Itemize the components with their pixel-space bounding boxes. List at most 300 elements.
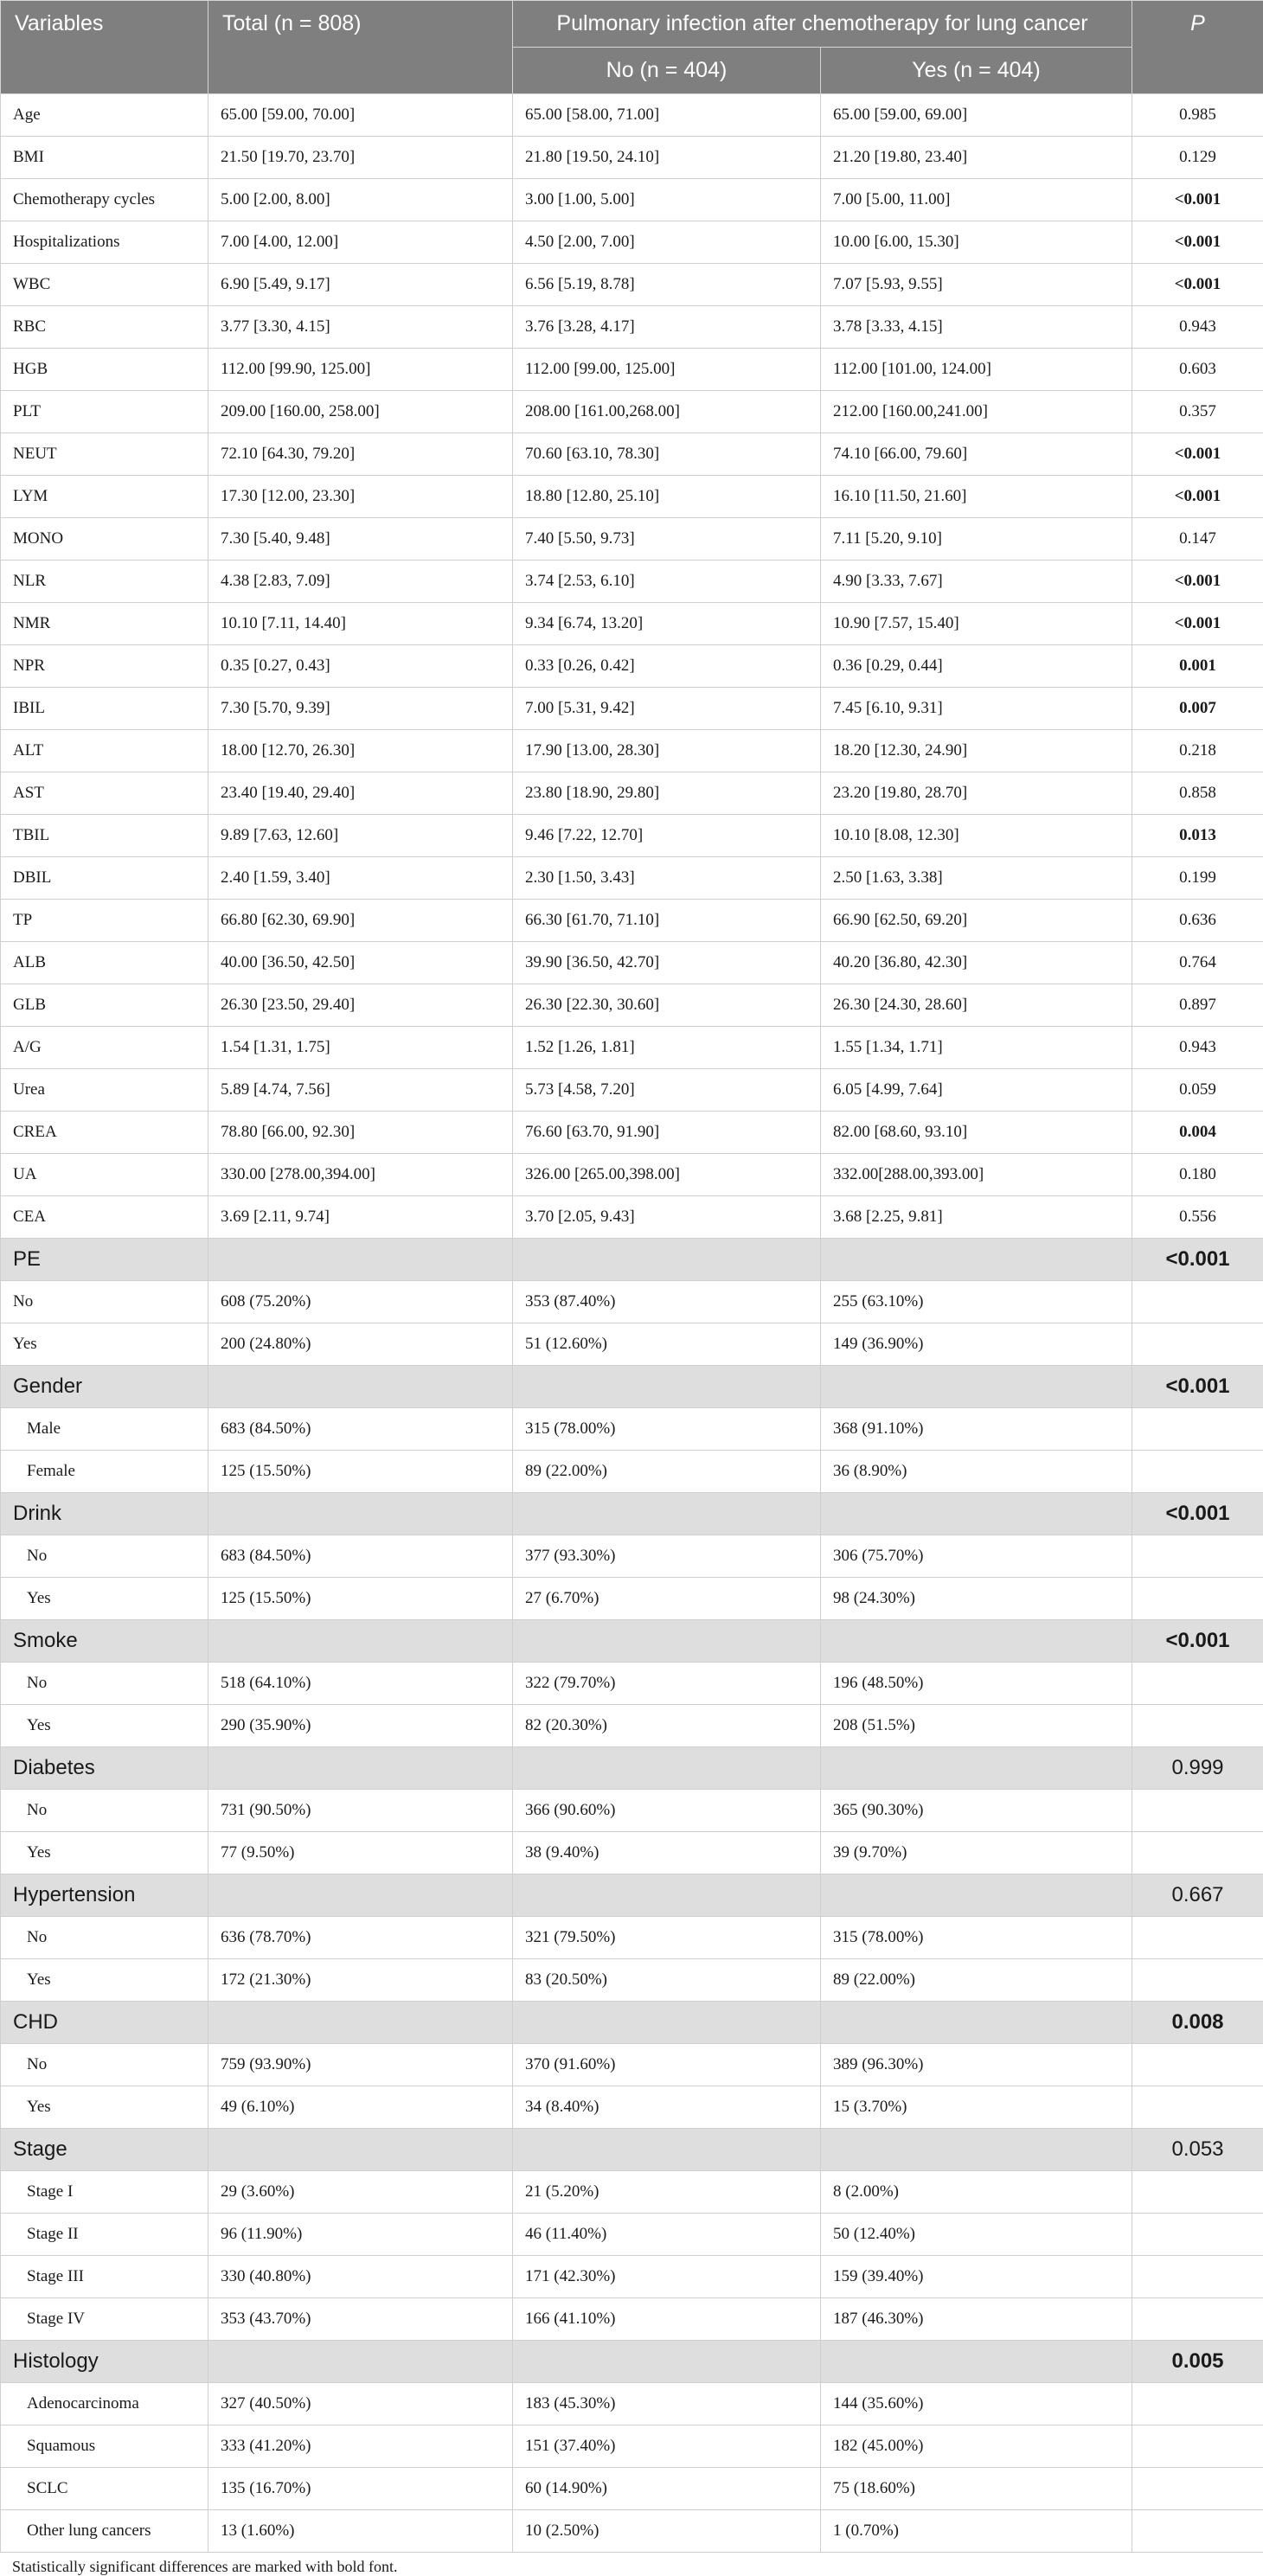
table-row	[1, 815, 1263, 857]
total-cell: 72.10 [64.30, 79.20]	[208, 433, 513, 476]
table-row	[1, 1451, 1263, 1493]
p-value-cell: 0.667	[1132, 1874, 1263, 1917]
row-label: Stage IV	[1, 2298, 208, 2341]
row-label: MONO	[1, 518, 208, 561]
no-cell: 370 (91.60%)	[513, 2044, 821, 2086]
yes-cell: 389 (96.30%)	[821, 2044, 1132, 2086]
p-value-cell: 0.999	[1132, 1747, 1263, 1790]
row-label: No	[1, 1281, 208, 1323]
p-value-cell: 0.603	[1132, 349, 1263, 391]
total-cell	[208, 1239, 513, 1281]
total-cell: 65.00 [59.00, 70.00]	[208, 94, 513, 137]
yes-cell: 74.10 [66.00, 79.60]	[821, 433, 1132, 476]
total-cell: 330 (40.80%)	[208, 2256, 513, 2298]
yes-cell: 10.00 [6.00, 15.30]	[821, 221, 1132, 264]
no-cell: 76.60 [63.70, 91.90]	[513, 1112, 821, 1154]
row-label: Hospitalizations	[1, 221, 208, 264]
row-label: HGB	[1, 349, 208, 391]
p-value-cell	[1132, 2510, 1263, 2553]
total-cell: 7.30 [5.40, 9.48]	[208, 518, 513, 561]
total-cell: 172 (21.30%)	[208, 1959, 513, 2002]
table-row	[1, 561, 1263, 603]
no-cell: 51 (12.60%)	[513, 1323, 821, 1366]
yes-cell: 159 (39.40%)	[821, 2256, 1132, 2298]
p-value-cell	[1132, 1663, 1263, 1705]
table-row	[1, 1535, 1263, 1578]
p-value-cell: 0.897	[1132, 984, 1263, 1027]
table-row	[1, 2171, 1263, 2214]
total-cell: 3.69 [2.11, 9.74]	[208, 1196, 513, 1239]
table-row	[1, 942, 1263, 984]
yes-cell: 6.05 [4.99, 7.64]	[821, 1069, 1132, 1112]
yes-cell	[821, 2129, 1132, 2171]
total-cell: 125 (15.50%)	[208, 1578, 513, 1620]
no-cell: 208.00 [161.00,268.00]	[513, 391, 821, 433]
category-row	[1, 1493, 1263, 1535]
no-cell: 82 (20.30%)	[513, 1705, 821, 1747]
row-label: UA	[1, 1154, 208, 1196]
category-row	[1, 1874, 1263, 1917]
row-label: WBC	[1, 264, 208, 306]
p-value-cell: <0.001	[1132, 1239, 1263, 1281]
total-cell	[208, 2129, 513, 2171]
total-cell: 5.00 [2.00, 8.00]	[208, 179, 513, 221]
yes-cell: 36 (8.90%)	[821, 1451, 1132, 1493]
row-label: Yes	[1, 2086, 208, 2129]
row-label: PLT	[1, 391, 208, 433]
yes-cell: 332.00[288.00,393.00]	[821, 1154, 1132, 1196]
row-label: Histology	[1, 2341, 208, 2383]
category-row	[1, 2002, 1263, 2044]
yes-cell	[821, 2002, 1132, 2044]
total-cell	[208, 1620, 513, 1663]
table-row	[1, 603, 1263, 645]
total-cell: 327 (40.50%)	[208, 2383, 513, 2425]
total-cell	[208, 1747, 513, 1790]
no-cell: 366 (90.60%)	[513, 1790, 821, 1832]
total-cell: 77 (9.50%)	[208, 1832, 513, 1874]
p-value-cell: <0.001	[1132, 264, 1263, 306]
total-cell: 731 (90.50%)	[208, 1790, 513, 1832]
row-label: Stage	[1, 2129, 208, 2171]
row-label: ALB	[1, 942, 208, 984]
p-value-cell: <0.001	[1132, 221, 1263, 264]
table-row	[1, 2214, 1263, 2256]
no-cell: 70.60 [63.10, 78.30]	[513, 433, 821, 476]
no-cell	[513, 1366, 821, 1408]
p-value-cell: <0.001	[1132, 179, 1263, 221]
no-cell: 3.70 [2.05, 9.43]	[513, 1196, 821, 1239]
yes-cell: 23.20 [19.80, 28.70]	[821, 772, 1132, 815]
yes-cell: 16.10 [11.50, 21.60]	[821, 476, 1132, 518]
no-cell: 7.00 [5.31, 9.42]	[513, 688, 821, 730]
total-cell	[208, 2341, 513, 2383]
p-value-cell	[1132, 1408, 1263, 1451]
yes-cell: 40.20 [36.80, 42.30]	[821, 942, 1132, 984]
p-value-cell: 0.199	[1132, 857, 1263, 900]
yes-cell	[821, 2341, 1132, 2383]
row-label: Urea	[1, 1069, 208, 1112]
p-value-cell: 0.858	[1132, 772, 1263, 815]
no-cell: 89 (22.00%)	[513, 1451, 821, 1493]
no-cell: 60 (14.90%)	[513, 2468, 821, 2510]
yes-cell: 7.00 [5.00, 11.00]	[821, 179, 1132, 221]
total-cell: 636 (78.70%)	[208, 1917, 513, 1959]
yes-cell: 368 (91.10%)	[821, 1408, 1132, 1451]
row-label: Yes	[1, 1832, 208, 1874]
no-cell: 34 (8.40%)	[513, 2086, 821, 2129]
no-cell	[513, 1747, 821, 1790]
yes-cell: 7.07 [5.93, 9.55]	[821, 264, 1132, 306]
total-cell: 683 (84.50%)	[208, 1535, 513, 1578]
no-cell: 3.74 [2.53, 6.10]	[513, 561, 821, 603]
yes-cell: 98 (24.30%)	[821, 1578, 1132, 1620]
no-cell: 315 (78.00%)	[513, 1408, 821, 1451]
no-cell: 66.30 [61.70, 71.10]	[513, 900, 821, 942]
no-cell: 46 (11.40%)	[513, 2214, 821, 2256]
total-cell: 40.00 [36.50, 42.50]	[208, 942, 513, 984]
total-cell: 330.00 [278.00,394.00]	[208, 1154, 513, 1196]
yes-cell: 7.45 [6.10, 9.31]	[821, 688, 1132, 730]
yes-cell: 2.50 [1.63, 3.38]	[821, 857, 1132, 900]
p-value-cell: 0.556	[1132, 1196, 1263, 1239]
category-row	[1, 1239, 1263, 1281]
row-label: CHD	[1, 2002, 208, 2044]
table-row	[1, 1196, 1263, 1239]
table-row	[1, 1578, 1263, 1620]
row-label: TBIL	[1, 815, 208, 857]
no-cell	[513, 1874, 821, 1917]
p-value-cell	[1132, 2171, 1263, 2214]
table-row	[1, 645, 1263, 688]
p-value-cell: <0.001	[1132, 433, 1263, 476]
yes-cell: 144 (35.60%)	[821, 2383, 1132, 2425]
table-row	[1, 1154, 1263, 1196]
row-label: Drink	[1, 1493, 208, 1535]
yes-cell: 365 (90.30%)	[821, 1790, 1132, 1832]
no-cell	[513, 1239, 821, 1281]
table-row	[1, 730, 1263, 772]
row-label: Yes	[1, 1959, 208, 2002]
no-cell: 6.56 [5.19, 8.78]	[513, 264, 821, 306]
footnote: Statistically significant differences are marked with bold font.	[0, 2553, 1263, 2576]
header-row-top	[1, 1, 1263, 48]
yes-cell: 82.00 [68.60, 93.10]	[821, 1112, 1132, 1154]
row-label: Smoke	[1, 1620, 208, 1663]
total-cell: 4.38 [2.83, 7.09]	[208, 561, 513, 603]
total-cell: 78.80 [66.00, 92.30]	[208, 1112, 513, 1154]
p-value-cell	[1132, 2044, 1263, 2086]
table-row	[1, 1790, 1263, 1832]
p-value-cell: 0.147	[1132, 518, 1263, 561]
total-cell: 9.89 [7.63, 12.60]	[208, 815, 513, 857]
row-label: BMI	[1, 137, 208, 179]
row-label: No	[1, 2044, 208, 2086]
category-row	[1, 1620, 1263, 1663]
no-cell: 353 (87.40%)	[513, 1281, 821, 1323]
total-cell	[208, 1493, 513, 1535]
table-row	[1, 1959, 1263, 2002]
yes-cell: 112.00 [101.00, 124.00]	[821, 349, 1132, 391]
yes-cell	[821, 1493, 1132, 1535]
total-cell: 353 (43.70%)	[208, 2298, 513, 2341]
yes-cell: 75 (18.60%)	[821, 2468, 1132, 2510]
no-cell	[513, 2341, 821, 2383]
yes-cell: 255 (63.10%)	[821, 1281, 1132, 1323]
no-cell	[513, 1493, 821, 1535]
total-cell: 209.00 [160.00, 258.00]	[208, 391, 513, 433]
row-label: Age	[1, 94, 208, 137]
p-value-cell: <0.001	[1132, 1493, 1263, 1535]
row-label: No	[1, 1535, 208, 1578]
row-label: CREA	[1, 1112, 208, 1154]
p-value-cell: 0.985	[1132, 94, 1263, 137]
no-cell: 7.40 [5.50, 9.73]	[513, 518, 821, 561]
no-cell: 9.34 [6.74, 13.20]	[513, 603, 821, 645]
total-cell: 608 (75.20%)	[208, 1281, 513, 1323]
p-value-cell: <0.001	[1132, 1366, 1263, 1408]
yes-cell: 315 (78.00%)	[821, 1917, 1132, 1959]
total-cell: 26.30 [23.50, 29.40]	[208, 984, 513, 1027]
table-body	[1, 94, 1263, 2553]
yes-cell	[821, 1874, 1132, 1917]
yes-cell	[821, 1747, 1132, 1790]
row-label: CEA	[1, 1196, 208, 1239]
no-cell: 17.90 [13.00, 28.30]	[513, 730, 821, 772]
yes-cell: 187 (46.30%)	[821, 2298, 1132, 2341]
no-cell: 5.73 [4.58, 7.20]	[513, 1069, 821, 1112]
header-yes: Yes (n = 404)	[821, 48, 1132, 94]
total-cell	[208, 1366, 513, 1408]
total-cell	[208, 1874, 513, 1917]
no-cell: 326.00 [265.00,398.00]	[513, 1154, 821, 1196]
total-cell: 23.40 [19.40, 29.40]	[208, 772, 513, 815]
table-row	[1, 688, 1263, 730]
p-value-cell	[1132, 1578, 1263, 1620]
no-cell	[513, 1620, 821, 1663]
table-row	[1, 1408, 1263, 1451]
row-label: Diabetes	[1, 1747, 208, 1790]
table-row	[1, 306, 1263, 349]
p-value-cell: 0.059	[1132, 1069, 1263, 1112]
yes-cell: 26.30 [24.30, 28.60]	[821, 984, 1132, 1027]
p-value-cell: 0.764	[1132, 942, 1263, 984]
row-label: ALT	[1, 730, 208, 772]
total-cell: 200 (24.80%)	[208, 1323, 513, 1366]
yes-cell: 208 (51.5%)	[821, 1705, 1132, 1747]
total-cell: 5.89 [4.74, 7.56]	[208, 1069, 513, 1112]
row-label: IBIL	[1, 688, 208, 730]
no-cell: 26.30 [22.30, 30.60]	[513, 984, 821, 1027]
no-cell: 39.90 [36.50, 42.70]	[513, 942, 821, 984]
table-row	[1, 2425, 1263, 2468]
p-value-cell: 0.180	[1132, 1154, 1263, 1196]
yes-cell: 8 (2.00%)	[821, 2171, 1132, 2214]
p-value-cell	[1132, 1281, 1263, 1323]
yes-cell: 50 (12.40%)	[821, 2214, 1132, 2256]
no-cell: 83 (20.50%)	[513, 1959, 821, 2002]
p-value-cell	[1132, 1917, 1263, 1959]
category-row	[1, 1366, 1263, 1408]
p-value-cell: <0.001	[1132, 603, 1263, 645]
yes-cell: 10.10 [8.08, 12.30]	[821, 815, 1132, 857]
no-cell	[513, 2002, 821, 2044]
p-value-cell	[1132, 1451, 1263, 1493]
table-row	[1, 2383, 1263, 2425]
table-row	[1, 1663, 1263, 1705]
row-label: GLB	[1, 984, 208, 1027]
no-cell: 38 (9.40%)	[513, 1832, 821, 1874]
total-cell: 125 (15.50%)	[208, 1451, 513, 1493]
p-value-cell: 0.129	[1132, 137, 1263, 179]
header-group: Pulmonary infection after chemotherapy for lung cancer	[513, 1, 1132, 48]
table-row	[1, 518, 1263, 561]
no-cell: 3.00 [1.00, 5.00]	[513, 179, 821, 221]
no-cell: 18.80 [12.80, 25.10]	[513, 476, 821, 518]
row-label: A/G	[1, 1027, 208, 1069]
no-cell: 23.80 [18.90, 29.80]	[513, 772, 821, 815]
total-cell: 6.90 [5.49, 9.17]	[208, 264, 513, 306]
header-no: No (n = 404)	[513, 48, 821, 94]
p-value-cell	[1132, 2256, 1263, 2298]
row-label: Female	[1, 1451, 208, 1493]
yes-cell: 39 (9.70%)	[821, 1832, 1132, 1874]
category-row	[1, 1747, 1263, 1790]
total-cell	[208, 2002, 513, 2044]
row-label: DBIL	[1, 857, 208, 900]
p-value-cell: 0.004	[1132, 1112, 1263, 1154]
yes-cell: 306 (75.70%)	[821, 1535, 1132, 1578]
table-row	[1, 179, 1263, 221]
total-cell: 759 (93.90%)	[208, 2044, 513, 2086]
table-row	[1, 1917, 1263, 1959]
no-cell: 21 (5.20%)	[513, 2171, 821, 2214]
p-value-cell	[1132, 1959, 1263, 2002]
no-cell: 151 (37.40%)	[513, 2425, 821, 2468]
total-cell: 135 (16.70%)	[208, 2468, 513, 2510]
no-cell: 322 (79.70%)	[513, 1663, 821, 1705]
table-row	[1, 2468, 1263, 2510]
table-row	[1, 2510, 1263, 2553]
table-row	[1, 433, 1263, 476]
table-row	[1, 984, 1263, 1027]
no-cell: 2.30 [1.50, 3.43]	[513, 857, 821, 900]
row-label: NEUT	[1, 433, 208, 476]
p-value-cell	[1132, 1535, 1263, 1578]
table-row	[1, 772, 1263, 815]
table-row	[1, 1027, 1263, 1069]
total-cell: 0.35 [0.27, 0.43]	[208, 645, 513, 688]
yes-cell	[821, 1620, 1132, 1663]
p-value-cell: 0.943	[1132, 1027, 1263, 1069]
total-cell: 1.54 [1.31, 1.75]	[208, 1027, 513, 1069]
row-label: Squamous	[1, 2425, 208, 2468]
p-value-cell	[1132, 2383, 1263, 2425]
no-cell: 166 (41.10%)	[513, 2298, 821, 2341]
yes-cell: 149 (36.90%)	[821, 1323, 1132, 1366]
p-value-cell: 0.005	[1132, 2341, 1263, 2383]
row-label: No	[1, 1663, 208, 1705]
row-label: No	[1, 1790, 208, 1832]
table-row	[1, 391, 1263, 433]
total-cell: 96 (11.90%)	[208, 2214, 513, 2256]
row-label: TP	[1, 900, 208, 942]
table-row	[1, 476, 1263, 518]
no-cell: 3.76 [3.28, 4.17]	[513, 306, 821, 349]
row-label: SCLC	[1, 2468, 208, 2510]
p-value-cell: 0.013	[1132, 815, 1263, 857]
yes-cell: 10.90 [7.57, 15.40]	[821, 603, 1132, 645]
total-cell: 10.10 [7.11, 14.40]	[208, 603, 513, 645]
header-p: P	[1132, 1, 1263, 94]
p-value-cell	[1132, 1832, 1263, 1874]
p-value-cell: 0.357	[1132, 391, 1263, 433]
yes-cell	[821, 1239, 1132, 1281]
category-row	[1, 2129, 1263, 2171]
no-cell: 0.33 [0.26, 0.42]	[513, 645, 821, 688]
p-value-cell	[1132, 2298, 1263, 2341]
table-row	[1, 264, 1263, 306]
no-cell: 171 (42.30%)	[513, 2256, 821, 2298]
total-cell: 112.00 [99.90, 125.00]	[208, 349, 513, 391]
yes-cell: 7.11 [5.20, 9.10]	[821, 518, 1132, 561]
total-cell: 518 (64.10%)	[208, 1663, 513, 1705]
p-value-cell: 0.007	[1132, 688, 1263, 730]
row-label: Yes	[1, 1323, 208, 1366]
total-cell: 2.40 [1.59, 3.40]	[208, 857, 513, 900]
row-label: Other lung cancers	[1, 2510, 208, 2553]
yes-cell: 1.55 [1.34, 1.71]	[821, 1027, 1132, 1069]
total-cell: 17.30 [12.00, 23.30]	[208, 476, 513, 518]
row-label: NPR	[1, 645, 208, 688]
p-value-cell	[1132, 2086, 1263, 2129]
row-label: LYM	[1, 476, 208, 518]
total-cell: 3.77 [3.30, 4.15]	[208, 306, 513, 349]
yes-cell: 89 (22.00%)	[821, 1959, 1132, 2002]
table-row	[1, 900, 1263, 942]
yes-cell: 1 (0.70%)	[821, 2510, 1132, 2553]
no-cell: 10 (2.50%)	[513, 2510, 821, 2553]
p-value-cell	[1132, 2468, 1263, 2510]
row-label: NMR	[1, 603, 208, 645]
table-row	[1, 1069, 1263, 1112]
no-cell: 65.00 [58.00, 71.00]	[513, 94, 821, 137]
p-value-cell	[1132, 2214, 1263, 2256]
no-cell: 112.00 [99.00, 125.00]	[513, 349, 821, 391]
yes-cell: 0.36 [0.29, 0.44]	[821, 645, 1132, 688]
total-cell: 29 (3.60%)	[208, 2171, 513, 2214]
p-value-cell	[1132, 1323, 1263, 1366]
total-cell: 7.30 [5.70, 9.39]	[208, 688, 513, 730]
no-cell: 183 (45.30%)	[513, 2383, 821, 2425]
yes-cell: 3.78 [3.33, 4.15]	[821, 306, 1132, 349]
total-cell: 7.00 [4.00, 12.00]	[208, 221, 513, 264]
header-variables: Variables	[1, 1, 208, 94]
no-cell: 9.46 [7.22, 12.70]	[513, 815, 821, 857]
table-row	[1, 221, 1263, 264]
no-cell	[513, 2129, 821, 2171]
total-cell: 21.50 [19.70, 23.70]	[208, 137, 513, 179]
total-cell: 13 (1.60%)	[208, 2510, 513, 2553]
p-value-cell: 0.008	[1132, 2002, 1263, 2044]
yes-cell: 66.90 [62.50, 69.20]	[821, 900, 1132, 942]
row-label: Stage II	[1, 2214, 208, 2256]
yes-cell: 3.68 [2.25, 9.81]	[821, 1196, 1132, 1239]
yes-cell: 21.20 [19.80, 23.40]	[821, 137, 1132, 179]
table-row	[1, 2044, 1263, 2086]
p-value-cell	[1132, 1705, 1263, 1747]
p-value-cell: <0.001	[1132, 476, 1263, 518]
